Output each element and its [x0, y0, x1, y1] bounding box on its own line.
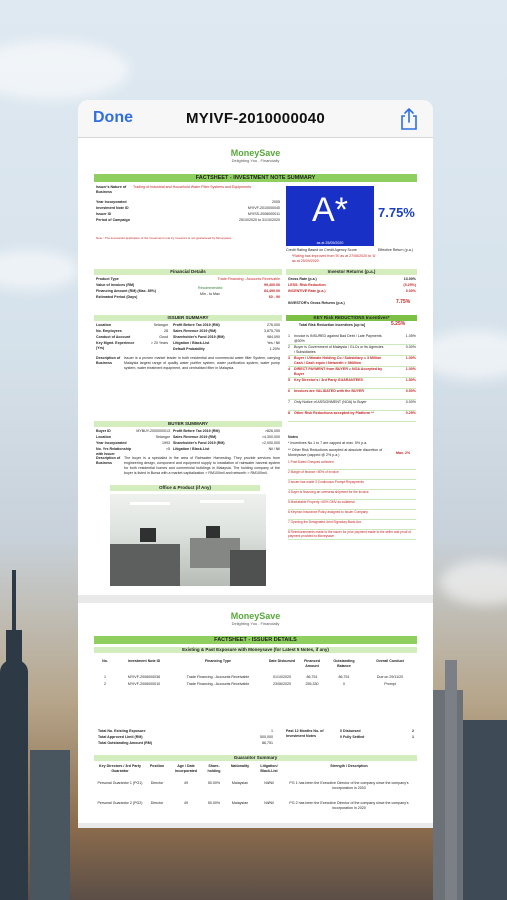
past12-label: Past 12 Months No. of Investment Notes: [286, 729, 324, 738]
buyer-summary-header: BUYER SUMMARY: [94, 421, 282, 427]
issuer-row-value-2: 1.20%: [269, 347, 280, 351]
issuer-row-label-2: Shareholder's Fund 2019 (RM): [173, 335, 225, 339]
exposure-cell: 86,751: [306, 675, 318, 679]
issuer-row-label: Key Mgmt. Experience (Yrs): [96, 341, 135, 350]
rating-improvement-note: *Rating has improved from 'B' as at 27/06/2020 to 'A' as at 25/09/2020: [292, 254, 376, 263]
other-risk-item: 2 Margin of finance <50% of invoice: [288, 470, 339, 474]
buyer-row-label: No. Yrs Relationship with Issuer: [96, 447, 132, 456]
buyer-row-value-2: >826,000: [264, 429, 280, 433]
building: [463, 720, 507, 900]
guarantor-cell: 50.00%: [207, 781, 221, 785]
exposure-cell: 01/10/2020: [273, 675, 291, 679]
issuer-description: Issuer is a proven market leader in both residential and commercial water filter System, carrying Malaysia largest range of quality water purifier system, water purification system, water pump system, water treatment equipment, and centralised filter in Malaysia.: [124, 356, 280, 370]
guarantor-column-header: Nationality: [230, 764, 250, 768]
exposure-cell: 86,751: [338, 675, 350, 679]
guarantor-cell: Nil/Nil: [264, 781, 274, 785]
issuer-row-value-2: Yes / Nil: [266, 341, 280, 345]
risk-item-value: 1.00%: [405, 356, 416, 360]
risk-item-text: Key Director's / 3rd Party GUARANTEES: [294, 378, 363, 382]
risk-item-divider: [288, 421, 416, 422]
financial-row-label: Financing Amount (RM) (Max. 85%): [96, 289, 156, 293]
general-row-value: 25/10/2020 to 31/10/2020: [239, 218, 280, 222]
exposure-cell: 1: [104, 675, 106, 679]
risk-item-text: Invoice is INSURED against Bad Debt / Late Payments @30%: [294, 334, 382, 343]
issuer-row-label-2: Sales Revenue 2019 (RM): [173, 329, 217, 333]
general-row-label: Year Incorporated: [96, 200, 127, 204]
viewer-toolbar: [78, 100, 433, 138]
issuer-row-value: Good: [159, 335, 168, 339]
guarantor-column-header: Strength / Description: [330, 764, 368, 768]
other-risk-item: 1 Post Dated Cheques collected: [288, 460, 334, 464]
financial-details-header: Financial Details: [94, 269, 282, 275]
investor-returns-header: Investor Returns (p.a.): [286, 269, 417, 275]
office-desk: [230, 550, 266, 586]
risk-item-number: 3: [288, 356, 290, 360]
credit-rating-box: [286, 186, 374, 246]
general-row-value: MYIVF-2010000040: [247, 206, 280, 210]
risk-item-value: 1.50%: [405, 378, 416, 382]
exposure-column-header: Financed Amount: [304, 659, 320, 668]
issuer-row-label-2: Profit Before Tax 2019 (RM): [173, 323, 220, 327]
buyer-row-value-2: >2,000,000: [261, 441, 280, 445]
done-button[interactable]: Done: [93, 109, 133, 126]
risk-item-value: 1.00%: [405, 367, 416, 371]
guarantor-cell: Personal Guarantor 1 (PG1): [97, 781, 143, 785]
exposure-cell: Trade Financing - Accounts Receivable: [186, 675, 250, 679]
total-value: 86,751: [262, 741, 273, 745]
general-row-label: Issuer ID: [96, 212, 112, 216]
total-value: 500,000: [260, 735, 273, 739]
risk-item-text: DIRECT PAYMENT from BUYER = NOA Accepted by Buyer: [294, 367, 383, 376]
moneysave-logo: MoneySave Delighting You . Financially: [230, 611, 281, 626]
cloud: [0, 250, 80, 290]
risk-item-value: 0.25%: [405, 411, 416, 415]
disclaimer-note: Note : The successful application of the investment note by investors is not guaranteed by Moneysave.: [96, 236, 233, 240]
risk-item-value: 0.00%: [405, 345, 416, 349]
past12-value-2: 1: [412, 735, 414, 739]
risk-item-number: 6: [288, 389, 290, 393]
exposure-cell: MYIVF-2006000036: [127, 675, 161, 679]
other-risk-item: 5 Marketable Property >60% OMV as collateral: [288, 500, 355, 504]
risk-item-value: 1.05%: [405, 334, 416, 338]
gross-return-label: INVESTOR's Gross Returns (p.a.): [288, 301, 345, 305]
other-risk-label: ** Other Risk Reductions accepted at absolute discretion of Moneysave (capped @ 2% p.a.): [288, 448, 383, 457]
buyer-row-value: 1993: [162, 441, 170, 445]
buyer-row-label-2: Litigation / Black-List: [173, 447, 210, 451]
buyer-row-value-2: >4,300,000: [261, 435, 280, 439]
other-risk-item: 3 Issuer has made 3 Continuous Prompt Repayments: [288, 480, 364, 484]
credit-grade: A*: [312, 191, 348, 229]
risk-item-number: 8: [288, 411, 290, 415]
effective-return: 7.75%: [378, 205, 415, 220]
general-row-label: Investment Note ID: [96, 206, 129, 210]
factsheet-page-2: [78, 603, 433, 823]
guarantor-cell: PG 1 has been the Executive Director of the company since the company's incorporation in 2003: [289, 781, 409, 790]
ceiling-light: [130, 502, 170, 505]
risk-item-text: Invoices are VALIDATED with the BUYER: [294, 389, 364, 393]
issuer-row-value: Selangor: [153, 323, 168, 327]
other-risk-divider: [288, 539, 416, 540]
exposure-column-header: Outstanding Balance: [333, 659, 355, 668]
risk-item-value: 0.00%: [405, 400, 416, 404]
exposure-cell: Prompt: [384, 682, 396, 686]
financial-row-value: Trade Financing - Accounts Receivable: [217, 277, 280, 281]
exposure-column-header: Date Disbursed: [268, 659, 296, 663]
risk-item-text: Only Notice of ASSIGNMENT (NOA) to Buyer: [294, 400, 367, 404]
exposure-column-header: Financing Type: [204, 659, 232, 663]
office-desk: [110, 544, 180, 586]
pages-container[interactable]: [78, 138, 433, 828]
risk-item-number: 4: [288, 367, 290, 371]
guarantor-cell: Malaysian: [231, 781, 249, 785]
issuer-summary-header: ISSUER SUMMARY: [94, 315, 282, 321]
buyer-row-label: Location: [96, 435, 111, 439]
guarantor-cell: 49: [184, 801, 188, 805]
risk-total-label: Total Risk Reduction Incentives [up to]: [298, 323, 366, 327]
issuer-row-label: No. Employees: [96, 329, 122, 333]
office-photo: [110, 494, 266, 586]
buyer-row-value: MYBUY-2000000013: [136, 429, 170, 433]
general-row-value: 2005: [272, 200, 280, 204]
issuer-nature-value: Trading of Industrial and Household Water Filter Systems and Equipments: [133, 185, 251, 189]
guarantor-header: Guarantor Summary: [94, 755, 417, 761]
risk-item-text: Buyer / Ultimate Holding Co / Subsidiary = 3 Million Cash / Cash equiv / Networth > 3Million: [294, 356, 382, 365]
notes-label: Notes: [288, 435, 298, 439]
rating-caption: Credit Rating Based on Credit Agency Score: [286, 248, 357, 252]
issuer-details-header: FACTSHEET - ISSUER DETAILS: [94, 636, 417, 644]
guarantor-cell: Nil/Nil: [264, 801, 274, 805]
cloud: [0, 40, 130, 100]
other-risk-max: Max. 2%: [396, 451, 411, 455]
financial-row-label: Estimated Period (Days): [96, 295, 138, 299]
cloud: [440, 560, 507, 605]
financial-row-label: Product Type: [96, 277, 119, 281]
building: [445, 660, 457, 900]
issuer-row-value-2: 3,875,755: [264, 329, 280, 333]
risk-reductions-header: KEY Risk REDUCTIONS Incentives*: [286, 315, 417, 321]
past12-disbursed: 0 Disbursed: [340, 729, 361, 733]
risk-item-text: Buyer is Government of Malaysia / GLCs or its Agencies / Subsidiaries: [294, 345, 384, 354]
guarantor-cell: PG 2 has been the Executive Director of the company since the company's incorporation in 2020: [289, 801, 409, 810]
exposure-cell: Due on 29/11/20: [376, 675, 404, 679]
other-risk-item: 6 Keyman Insurance Policy assigned to Issuer Company: [288, 510, 368, 514]
recommended-label: Recommended: [198, 286, 223, 290]
guarantor-cell: Personal Guarantor 2 (PG2): [97, 801, 143, 805]
risk-item-value: 0.50%: [405, 389, 416, 393]
guarantor-cell: 49: [184, 781, 188, 785]
return-row-value: 13.00%: [403, 277, 416, 281]
buyer-row-label-2: Profit Before Tax 2019 (RM): [173, 429, 220, 433]
risk-item-text: Other Risk Reductions accepted by Platform **: [294, 411, 374, 415]
share-icon[interactable]: [399, 107, 419, 131]
guarantor-column-header: Share-holding: [207, 764, 221, 773]
guarantor-cell: 50.00%: [207, 801, 221, 805]
issuer-description-label: Description of Business: [96, 356, 121, 365]
buyer-row-value: Selangor: [155, 435, 170, 439]
past12-value-1: 2: [412, 729, 414, 733]
financial-row-value: 84,490.00: [264, 289, 280, 293]
risk-item-number: 7: [288, 400, 290, 404]
return-row-value: (5.25%): [403, 283, 416, 287]
guarantor-column-header: Key Directors / 3rd Party Guarantor: [99, 764, 141, 773]
guarantor-column-header: Age / Date Incorporated: [175, 764, 197, 773]
return-row-label: INCENTIVE Rate (p.a.): [288, 289, 326, 293]
building: [30, 750, 70, 900]
issuer-row-label-2: Default Probability: [173, 347, 205, 351]
issuer-row-value-2: 984,090: [267, 335, 280, 339]
exposure-column-header: No.: [102, 659, 108, 663]
buyer-row-label: Year Incorporated: [96, 441, 127, 445]
notes-text: * Incentives No.1 to 7 are capped at max. 5% p.a.: [288, 441, 368, 445]
main-header: FACTSHEET - INVESTMENT NOTE SUMMARY: [94, 174, 417, 182]
office-product-header: Office & Product (if Any): [110, 485, 260, 491]
buyer-row-label-2: Sales Revenue 2019 (RM): [173, 435, 217, 439]
document-viewer: [78, 100, 433, 900]
exposure-cell: MYIVF-2006000010: [127, 682, 161, 686]
guarantor-column-header: Litigation/ Black-List: [260, 764, 278, 773]
exposure-cell: 23/06/2020: [273, 682, 291, 686]
guarantor-cell: Malaysian: [231, 801, 249, 805]
exposure-column-header: Investment Note ID: [127, 659, 161, 663]
office-monitor: [206, 526, 220, 538]
risk-item-number: 2: [288, 345, 290, 349]
cloud: [420, 330, 507, 380]
risk-total-value: 5.25%: [391, 321, 406, 327]
issuer-row-value-2: 276,000: [267, 323, 280, 327]
gross-return-value: 7.75%: [396, 299, 411, 305]
return-caption: Effective Return (p.a.): [378, 248, 413, 252]
return-row-label: Gross Rate (p.a.): [288, 277, 317, 281]
buyer-description-label: Description of Business: [96, 456, 121, 465]
exposure-column-header: Overall Conduct: [376, 659, 404, 663]
buyer-row-label-2: Shareholder's Fund 2019 (RM): [173, 441, 225, 445]
buyer-row-label: Buyer ID: [96, 429, 111, 433]
tower-pod: [0, 660, 28, 900]
guarantor-cell: Director: [150, 801, 164, 805]
rating-date: as at 25/09/2020: [316, 241, 344, 245]
issuer-row-label: Location: [96, 323, 111, 327]
document-title: MYIVF-2010000040: [185, 110, 326, 127]
return-row-label: LESS: Risk Reduction: [288, 283, 326, 287]
exposure-cell: 0: [343, 682, 345, 686]
factsheet-page-1: [78, 138, 433, 595]
past12-settled: 0 Fully Settled: [340, 735, 365, 739]
total-label: Total Outstanding Amount (RM): [98, 741, 152, 745]
buyer-description: The buyer is a specialist in the area of Rainwater Harvesting. They provide services from engineering design, component and equipment supply to installation of rainwater harvest system for both residential homes and commercial buildings in Malaysia. The holding company of the buyer is listed in Bursa with a market capitalization > RM100mil and networth > RM100mil.: [124, 456, 280, 475]
exposure-cell: Trade Financing - Accounts Receivable: [186, 682, 250, 686]
exposure-cell: 255,330: [305, 682, 319, 686]
buyer-row-value: >5: [165, 447, 170, 451]
other-risk-item: 7 Opening the Designated Joint Signatory Bank Acc: [288, 520, 362, 524]
general-row-label: Period of Campaign: [96, 218, 130, 222]
general-row-value: MYISS-2006000011: [247, 212, 280, 216]
ceiling-light: [200, 500, 244, 503]
exposure-cell: 2: [104, 682, 106, 686]
issuer-row-value: 28: [164, 329, 168, 333]
total-label: Total Approved Limit (RM): [98, 735, 143, 739]
issuer-nature-label: Issuer's Nature of Business: [96, 185, 127, 194]
other-risk-item: 8 Reimbursements made to the issuer for prior payment made to the seller and proof of payment provided to Moneysave: [288, 530, 411, 538]
buyer-row-value-2: Nil / Nil: [268, 447, 280, 451]
risk-item-number: 5: [288, 378, 290, 382]
total-label: Total No. Existing Exposure: [98, 729, 146, 733]
issuer-row-value: > 20 Years: [150, 341, 168, 345]
office-monitor: [140, 528, 156, 542]
guarantor-column-header: Position: [149, 764, 165, 768]
financial-row-label: Value of Invoices (RM): [96, 283, 135, 287]
financial-row-value: 99,400.00: [264, 283, 280, 287]
other-risk-item: 4 Buyer is financing an overseas shipment for the invoice: [288, 490, 369, 494]
guarantor-cell: Director: [150, 781, 164, 785]
min-max-label: Min - to Max: [200, 292, 220, 296]
issuer-row-label: Conduct of Account: [96, 335, 131, 339]
exposure-subheader: Existing & Past Exposure with Moneysave (for Latest 5 Notes, if any): [94, 647, 417, 653]
issuer-row-label-2: Litigation / Black-List: [173, 341, 210, 345]
financial-row-value: 60 - 90: [268, 295, 280, 299]
return-row-value: 0.00%: [405, 289, 416, 293]
total-value: 1: [271, 729, 273, 733]
risk-item-number: 1: [288, 334, 290, 338]
moneysave-logo: MoneySave Delighting You . Financially: [230, 148, 281, 163]
